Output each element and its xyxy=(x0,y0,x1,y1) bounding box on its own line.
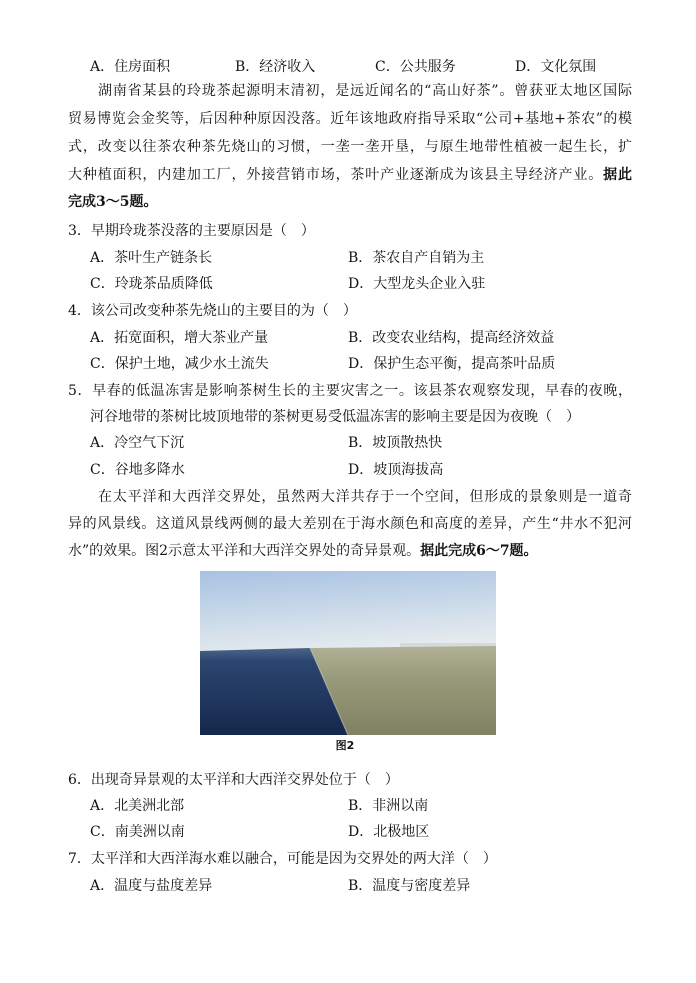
q7-stem: 7．太平洋和大西洋海水难以融合，可能是因为交界处的两大洋（ ） xyxy=(68,851,497,867)
passage-1-line-2: 贸易博览会金奖等，后因种种原因没落。近年该地政府指导采取“公司+基地+茶农”的模 xyxy=(68,111,632,127)
q3-option-c: C．玲珑茶品质降低 xyxy=(90,276,213,292)
q5-stem-line-2: 河谷地带的茶树比坡顶地带的茶树更易受低温冻害的影响主要是因为夜晚（ ） xyxy=(90,409,580,425)
q2-option-d: D．文化氛围 xyxy=(515,59,597,75)
q4-option-b: B．改变农业结构，提高经济效益 xyxy=(348,330,555,346)
q6-stem: 6．出现奇异景观的太平洋和大西洋交界处位于（ ） xyxy=(68,772,399,788)
q5-option-c: C．谷地多降水 xyxy=(90,462,185,478)
q7-option-a: A．温度与盐度差异 xyxy=(90,878,213,894)
passage-1-line-3: 式，改变以往茶农种茶先烧山的习惯，一垄一垄开垦，与原生地带性植被一起生长，扩 xyxy=(68,139,632,155)
passage-2-instruction: 据此完成6～7题。 xyxy=(420,543,538,559)
q6-option-b: B．非洲以南 xyxy=(348,798,429,814)
passage-1-instruction-end: 完成3～5题。 xyxy=(68,194,158,210)
passage-1-line-1: 湖南省某县的玲珑茶起源明末清初，是远近闻名的“高山好茶”。曾获亚太地区国际 xyxy=(98,83,632,99)
sky xyxy=(200,571,496,653)
q4-option-a: A．拓宽面积，增大茶业产量 xyxy=(90,330,269,346)
q4-option-c: C．保护土地，减少水土流失 xyxy=(90,356,269,372)
passage-2-line-2: 异的风景线。这道风景线两侧的最大差别在于海水颜色和高度的差异，产生“井水不犯河 xyxy=(68,516,632,532)
passage-1-line-4-text: 大种植面积，内建加工厂，外接营销市场，茶叶产业逐渐成为该县主导经济产业。 xyxy=(68,167,604,183)
q3-option-b: B．茶农自产自销为主 xyxy=(348,250,485,266)
q4-stem: 4．该公司改变种茶先烧山的主要目的为（ ） xyxy=(68,303,357,319)
q6-option-c: C．南美洲以南 xyxy=(90,824,185,840)
passage-2-line-3 xyxy=(68,541,538,561)
q5-option-a: A．冷空气下沉 xyxy=(90,435,185,451)
passage-2-line-1: 在太平洋和大西洋交界处，虽然两大洋共存于一个空间，但形成的景象则是一道奇 xyxy=(98,489,632,505)
q5-option-d: D．坡顶海拔高 xyxy=(348,462,444,478)
passage-2-line-3-text: 水”的效果。图2示意太平洋和大西洋交界处的奇异景观。 xyxy=(68,543,421,559)
passage-1-line-4 xyxy=(68,165,632,185)
ocean-boundary-illustration xyxy=(200,571,496,735)
q2-option-c: C．公共服务 xyxy=(375,59,456,75)
q4-option-d: D．保护生态平衡，提高茶叶品质 xyxy=(348,356,556,372)
q6-option-a: A．北美洲北部 xyxy=(90,798,185,814)
q2-option-a: A．住房面积 xyxy=(90,59,171,75)
q5-stem-line-1: 5．早春的低温冻害是影响茶树生长的主要灾害之一。该县茶农观察发现，早春的夜晚， xyxy=(68,383,632,399)
passage-1-instruction-start: 据此 xyxy=(603,167,632,183)
q2-option-b: B．经济收入 xyxy=(235,59,316,75)
ocean-boundary-photo xyxy=(200,571,496,735)
q3-stem: 3．早期玲珑茶没落的主要原因是（ ） xyxy=(68,223,315,239)
q3-option-d: D．大型龙头企业入驻 xyxy=(348,276,486,292)
q5-option-b: B．坡顶散热快 xyxy=(348,435,443,451)
figure-caption: 图2 xyxy=(335,739,355,752)
q3-option-a: A．茶叶生产链条长 xyxy=(90,250,213,266)
q6-option-d: D．北极地区 xyxy=(348,824,430,840)
q7-option-b: B．温度与密度差异 xyxy=(348,878,471,894)
